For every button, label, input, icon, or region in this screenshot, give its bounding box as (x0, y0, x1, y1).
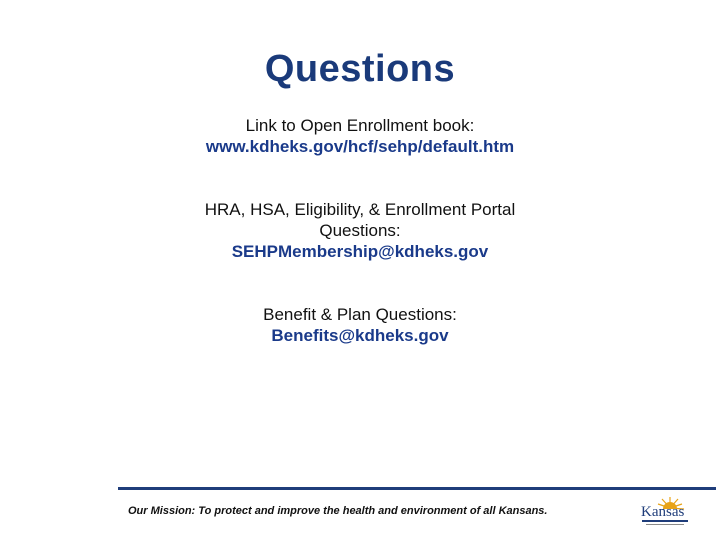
section-label: Benefit & Plan Questions: (263, 305, 457, 324)
mission-statement: Our Mission: To protect and improve the health and environment of all Kansans. (128, 505, 548, 517)
slide-title: Questions (264, 48, 456, 90)
logo-wordmark: Kansas (641, 504, 685, 520)
section-label: HRA, HSA, Eligibility, & Enrollment Portal (204, 200, 516, 219)
benefits-email-link[interactable]: Benefits@kdheks.gov (271, 326, 449, 345)
section-benefit-questions (0, 304, 720, 346)
section-label: Link to Open Enrollment book: (245, 116, 475, 135)
membership-email-link[interactable]: SEHPMembership@kdheks.gov (231, 242, 489, 261)
enrollment-book-link[interactable]: www.kdheks.gov/hcf/sehp/default.htm (205, 137, 515, 156)
kansas-logo (640, 494, 692, 530)
section-label: Questions: (319, 221, 401, 240)
section-enrollment-book (0, 115, 720, 157)
kansas-logo-icon (640, 494, 692, 530)
slide-body (0, 115, 720, 388)
section-portal-questions (0, 199, 720, 262)
footer-divider (118, 487, 716, 490)
